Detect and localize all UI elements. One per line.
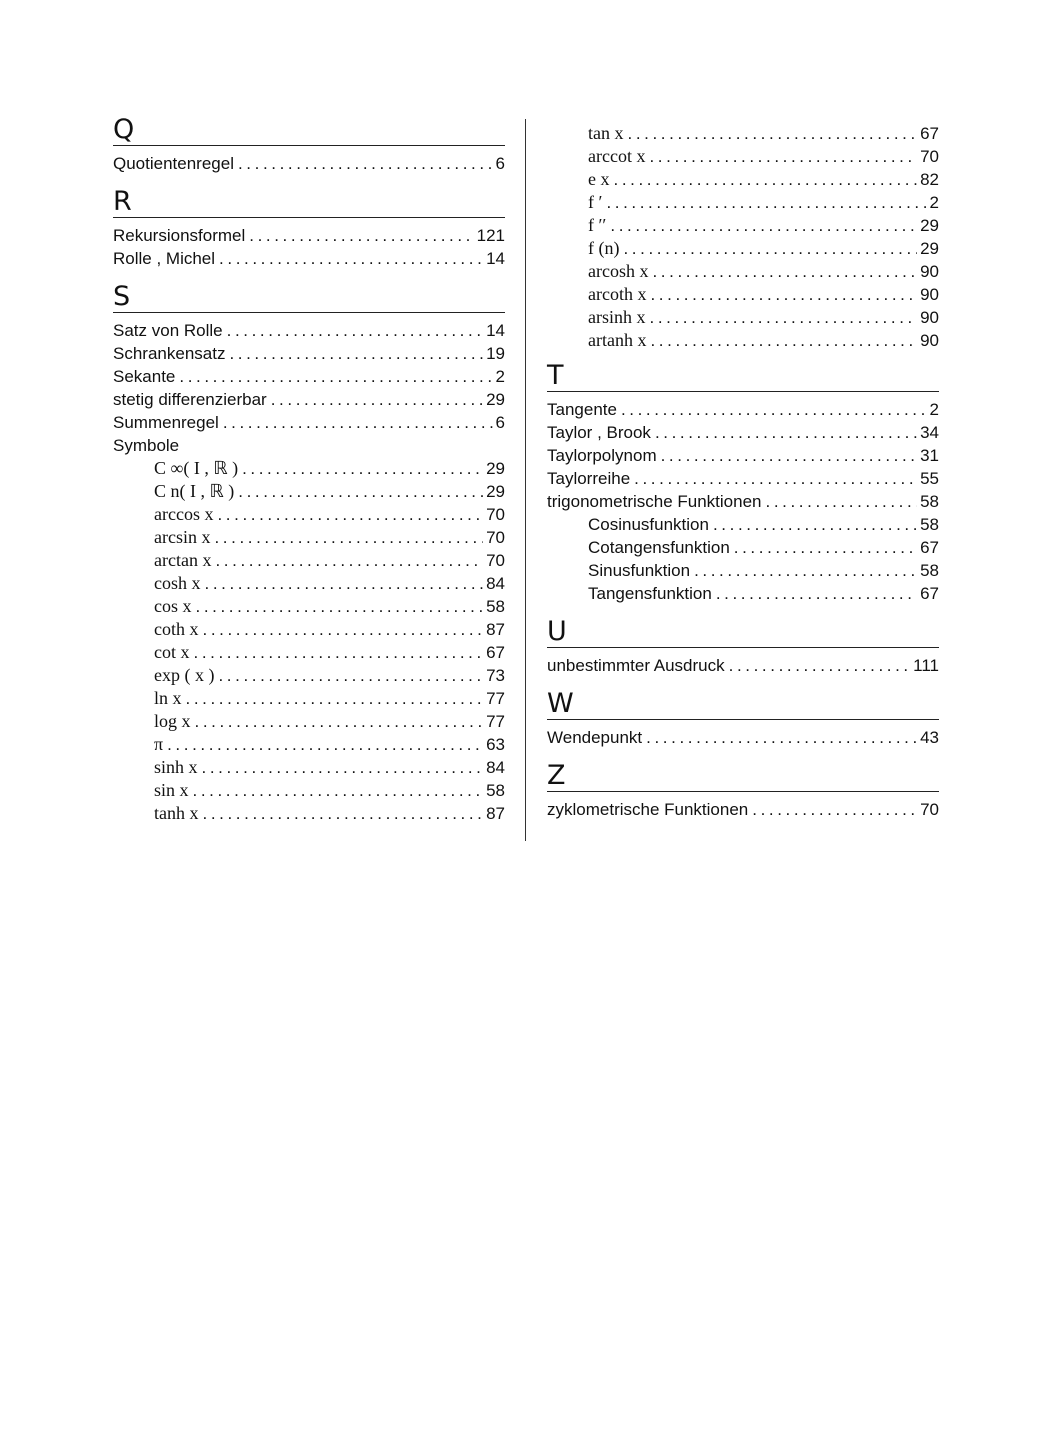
leader-dots [694, 559, 917, 582]
leader-dots [623, 237, 917, 260]
index-entry [547, 726, 939, 749]
page-number: 58 [486, 781, 505, 800]
leader-dots [202, 756, 484, 779]
leader-dots [752, 798, 917, 821]
index-entry [113, 319, 505, 342]
page-number: 2 [495, 367, 505, 386]
page-number: 34 [920, 423, 939, 442]
page-number: 84 [486, 758, 505, 777]
entry-label: trigonometrische Funktionen [547, 492, 762, 511]
page-number: 70 [920, 147, 939, 166]
entry-label: Rekursionsformel [113, 226, 246, 245]
page-number: 77 [486, 712, 505, 731]
leader-dots [195, 710, 484, 733]
entry-label: Rolle , Michel [113, 249, 216, 268]
page-number: 70 [920, 800, 939, 819]
sub-entry [547, 513, 939, 536]
section-letter: R [113, 188, 505, 218]
index-section-t [547, 362, 939, 605]
index-entry [547, 654, 939, 677]
symbol-label: arcoth x [588, 284, 647, 304]
symbol-entry [547, 122, 939, 145]
page-number: 90 [920, 285, 939, 304]
page-number: 67 [486, 643, 505, 662]
index-column-left [113, 116, 505, 825]
page-number: 2 [929, 193, 939, 212]
leader-dots [650, 329, 917, 352]
section-letter: W [547, 690, 939, 720]
symbol-label: exp ( x ) [154, 665, 215, 685]
symbol-label: arcsin x [154, 527, 211, 547]
symbol-label: sinh x [154, 757, 198, 777]
page-number: 14 [486, 321, 505, 340]
symbol-entry [113, 480, 505, 503]
entry-label: stetig differenzierbar [113, 390, 267, 409]
page-number: 58 [486, 597, 505, 616]
entry-label: Tangente [547, 400, 617, 419]
page-number: 43 [920, 728, 939, 747]
leader-dots [218, 664, 483, 687]
page-number: 29 [486, 459, 505, 478]
index-entry [547, 490, 939, 513]
index-entry [547, 421, 939, 444]
leader-dots [610, 214, 917, 237]
page-number: 67 [920, 124, 939, 143]
symbol-label: artanh x [588, 330, 647, 350]
page-number: 67 [920, 538, 939, 557]
page-number: 73 [486, 666, 505, 685]
index-entry [547, 398, 939, 421]
symbol-label: arsinh x [588, 307, 646, 327]
symbol-entry [113, 457, 505, 480]
entry-label: Quotientenregel [113, 154, 234, 173]
leader-dots [655, 421, 917, 444]
page-number: 31 [920, 446, 939, 465]
symbol-label: C ∞( I , ℝ ) [154, 458, 239, 478]
leader-dots [729, 654, 911, 677]
page-number: 70 [486, 505, 505, 524]
leader-dots [196, 595, 484, 618]
entry-label: Schrankensatz [113, 344, 226, 363]
page-number: 90 [920, 262, 939, 281]
leader-dots [649, 145, 917, 168]
symbol-entry [113, 572, 505, 595]
symbol-label: C n( I , ℝ ) [154, 481, 235, 501]
entry-label: Cotangensfunktion [588, 538, 730, 557]
index-entry [113, 342, 505, 365]
sub-entry [547, 536, 939, 559]
symbol-entry [547, 168, 939, 191]
symbol-label: sin x [154, 780, 189, 800]
leader-dots [205, 572, 484, 595]
symbol-entry [547, 145, 939, 168]
leader-dots [650, 283, 917, 306]
page-number: 82 [920, 170, 939, 189]
symbol-label: arctan x [154, 550, 212, 570]
leader-dots [229, 342, 483, 365]
entry-label: Tangensfunktion [588, 584, 712, 603]
page-number: 90 [920, 331, 939, 350]
symbol-entry [547, 306, 939, 329]
leader-dots [219, 247, 483, 270]
index-entry [113, 388, 505, 411]
leader-dots [621, 398, 927, 421]
leader-dots [167, 733, 483, 756]
index-entry-symbole [113, 434, 505, 457]
index-entry [113, 411, 505, 434]
leader-dots [628, 122, 918, 145]
index-section-q [113, 116, 505, 175]
leader-dots [215, 549, 483, 572]
symbol-entry [547, 260, 939, 283]
section-letter: S [113, 283, 505, 313]
leader-dots [186, 687, 484, 710]
symbol-label: f ′′ [588, 215, 607, 235]
page-number: 58 [920, 515, 939, 534]
index-entry [113, 224, 505, 247]
sub-entry [547, 559, 939, 582]
leader-dots [238, 152, 493, 175]
leader-dots [194, 641, 484, 664]
page-number: 70 [486, 551, 505, 570]
symbol-entry [113, 733, 505, 756]
page-number: 14 [486, 249, 505, 268]
symbol-entry [113, 710, 505, 733]
leader-dots [203, 802, 484, 825]
symbol-label: log x [154, 711, 191, 731]
symbol-entry [547, 191, 939, 214]
leader-dots [223, 411, 493, 434]
symbol-entry [547, 237, 939, 260]
page-number: 6 [495, 154, 505, 173]
leader-dots [661, 444, 917, 467]
page-number: 63 [486, 735, 505, 754]
symbol-label: tanh x [154, 803, 199, 823]
symbol-label: cosh x [154, 573, 201, 593]
page-number: 2 [929, 400, 939, 419]
symbol-entry [113, 802, 505, 825]
index-section-z [547, 762, 939, 821]
page-number: 58 [920, 492, 939, 511]
column-divider [525, 119, 526, 841]
page-number: 6 [495, 413, 505, 432]
page-number: 70 [486, 528, 505, 547]
symbol-label: tan x [588, 123, 624, 143]
leader-dots [646, 726, 917, 749]
symbol-entry [113, 595, 505, 618]
symbol-label: π [154, 734, 164, 754]
symbol-entry [547, 329, 939, 352]
entry-label: Satz von Rolle [113, 321, 223, 340]
symbol-entry [113, 756, 505, 779]
entry-label: Sinusfunktion [588, 561, 691, 580]
index-column-right [547, 116, 939, 821]
entry-label: Symbole [113, 436, 180, 455]
symbol-entry [113, 779, 505, 802]
page-number: 87 [486, 620, 505, 639]
leader-dots [242, 457, 483, 480]
symbol-label: arccot x [588, 146, 646, 166]
leader-dots [606, 191, 926, 214]
leader-dots [179, 365, 492, 388]
leader-dots [214, 526, 483, 549]
entry-label: Wendepunkt [547, 728, 643, 747]
symbol-label: coth x [154, 619, 199, 639]
leader-dots [766, 490, 918, 513]
page-number: 84 [486, 574, 505, 593]
leader-dots [203, 618, 484, 641]
entry-label: zyklometrische Funktionen [547, 800, 749, 819]
symbol-label: f ′ [588, 192, 603, 212]
symbol-label: cot x [154, 642, 190, 662]
page-number: 67 [920, 584, 939, 603]
section-letter: T [547, 362, 939, 392]
index-section-u [547, 618, 939, 677]
entry-label: unbestimmter Ausdruck [547, 656, 725, 675]
index-section-s [113, 283, 505, 825]
leader-dots [217, 503, 483, 526]
index-entry [547, 467, 939, 490]
page-number: 29 [486, 390, 505, 409]
page-number: 121 [476, 226, 505, 245]
leader-dots [716, 582, 917, 605]
page-number: 111 [913, 656, 939, 675]
leader-dots [238, 480, 483, 503]
page-number: 55 [920, 469, 939, 488]
page-number: 29 [486, 482, 505, 501]
index-entry [113, 247, 505, 270]
leader-dots [249, 224, 473, 247]
page-number: 19 [486, 344, 505, 363]
page-number: 29 [920, 239, 939, 258]
symbols-continued [547, 116, 939, 352]
symbol-entry [547, 214, 939, 237]
leader-dots [227, 319, 483, 342]
section-letter: Q [113, 116, 505, 146]
page-number: 58 [920, 561, 939, 580]
leader-dots [614, 168, 918, 191]
index-entry [547, 798, 939, 821]
index-entry [547, 444, 939, 467]
symbol-entry [113, 618, 505, 641]
leader-dots [713, 513, 917, 536]
sub-entry [547, 582, 939, 605]
symbol-entry [113, 549, 505, 572]
symbol-label: f (n) [588, 238, 620, 258]
symbol-entry [113, 687, 505, 710]
entry-label: Taylorreihe [547, 469, 631, 488]
entry-label: Cosinusfunktion [588, 515, 709, 534]
symbol-label: cos x [154, 596, 192, 616]
index-entry [113, 152, 505, 175]
page-number: 77 [486, 689, 505, 708]
leader-dots [650, 306, 918, 329]
entry-label: Summenregel [113, 413, 219, 432]
symbol-entry [113, 503, 505, 526]
page-number: 29 [920, 216, 939, 235]
page-number: 87 [486, 804, 505, 823]
symbol-entry [113, 526, 505, 549]
entry-label: Taylor , Brook [547, 423, 651, 442]
leader-dots [652, 260, 917, 283]
entry-label: Taylorpolynom [547, 446, 657, 465]
symbol-entry [547, 283, 939, 306]
symbol-entry [113, 664, 505, 687]
symbol-label: ln x [154, 688, 182, 708]
leader-dots [271, 388, 483, 411]
symbol-entry [113, 641, 505, 664]
symbol-label: arcosh x [588, 261, 649, 281]
index-section-w [547, 690, 939, 749]
index-section-r [113, 188, 505, 270]
entry-label: Sekante [113, 367, 176, 386]
section-letter: U [547, 618, 939, 648]
symbol-label: arccos x [154, 504, 214, 524]
leader-dots [734, 536, 917, 559]
leader-dots [634, 467, 917, 490]
leader-dots [193, 779, 484, 802]
section-letter: Z [547, 762, 939, 792]
index-entry [113, 365, 505, 388]
page-number: 90 [920, 308, 939, 327]
symbol-label: e x [588, 169, 610, 189]
